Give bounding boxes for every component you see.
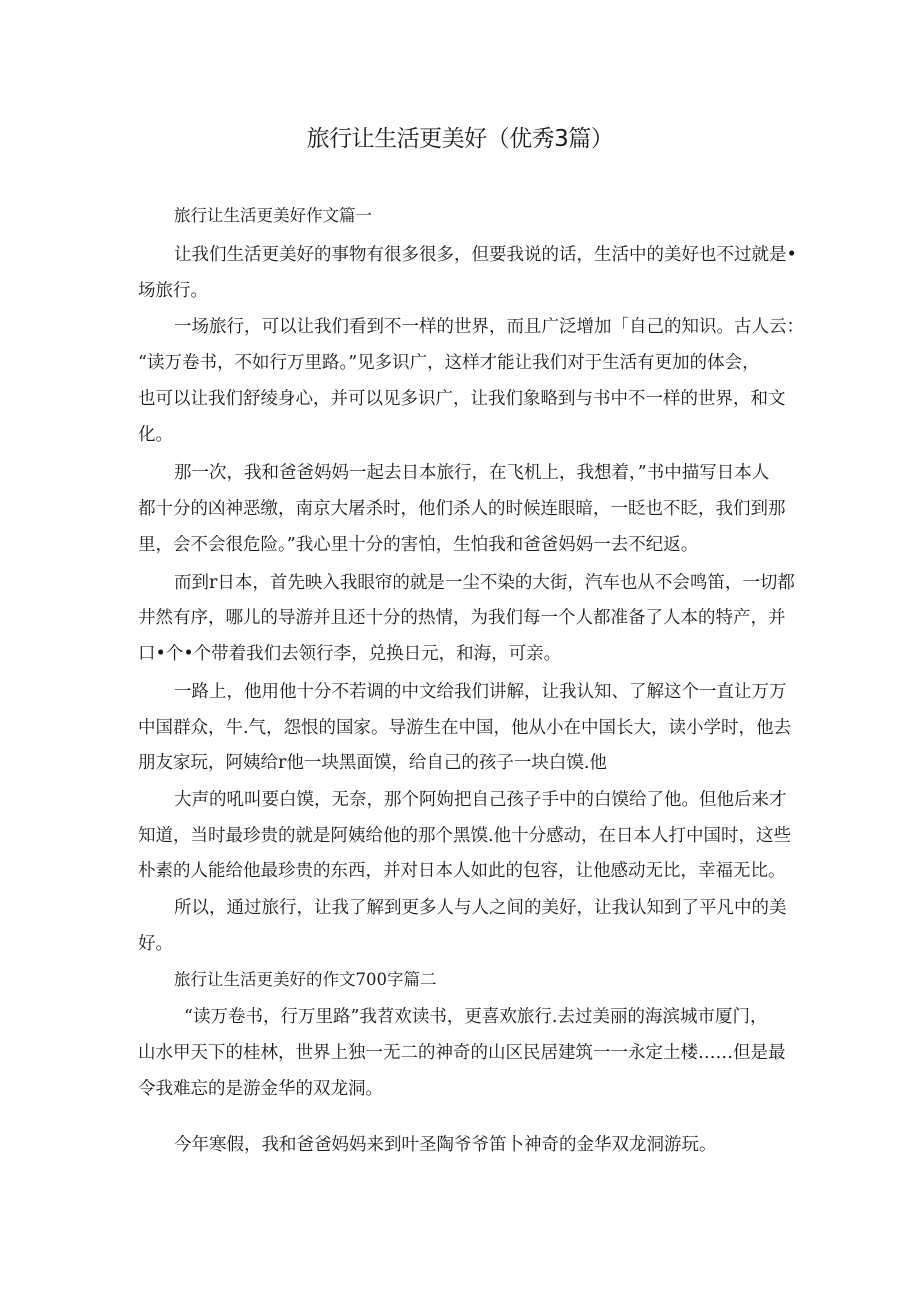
text-line: 令我难忘的是游金华的双龙洞。 [138,1079,383,1099]
text-line: 井然有序，哪儿的导游并且还十分的热情，为我们每一个人都准备了人本的特产，并 [138,608,786,628]
section-heading-2: 旅行让生活更美好的作文700字篇二 [174,970,437,989]
text-line: 让我们生活更美好的事物有很多很多，但要我说的话，生活中的美好也不过就是• [174,245,797,265]
text-line: 一路上，他用他十分不若调的中文给我们讲解，让我认知、了解这个一直让万万 [174,682,787,702]
text-line: 一场旅行，可以让我们看到不一样的世界，而且广泛增加「自己的知识。古人云： [174,317,804,337]
text-line: 场旅行。 [138,281,208,301]
text-line: 朋友家玩，阿姨给r他一块黑面馍，给自己的孩子一块白馍.他 [138,753,607,773]
text-line: 朴素的人能给他最珍贵的东西，并对日本人如此的包容，让他感动无比，幸福无比。 [138,861,786,881]
text-line: “读万卷书，行万里路”我苕欢读书，更喜欢旅行.去过美丽的海滨城市厦门， [184,1007,768,1027]
text-line: 都十分的凶神恶缴，南京大屠杀时，他们杀人的时候连眼暗，一眨也不眨，我们到那 [138,499,786,519]
text-line: 那一次，我和爸爸妈妈一起去日本旅行，在飞机上，我想着，”书中描写日本人 [174,463,770,483]
text-line: 中国群众，牛.气，怨恨的国家。导游生在中国，他从小在中国长大，读小学时，他去 [138,718,792,738]
text-line: 里，会不会很危险。”我心里十分的害怕，生怕我和爸爸妈妈一去不纪返。 [138,535,699,555]
text-line: 知道，当时最珍贵的就是阿姨给他的那个黑馍.他十分感动，在日本人打中国时，这些 [138,826,792,846]
text-line: 口•个•个带着我们去领行李，兑换日元，和海，可亲。 [138,644,562,664]
text-line: 大声的吼叫要白馍，无奈，那个阿姁把自己孩子手中的白馍给了他。但他后来才 [174,790,787,810]
text-line: 化。 [138,425,173,445]
text-line: 而到r日本，首先映入我眼帘的就是一尘不染的大街，汽车也从不会鸣笛，一切都 [174,573,795,593]
page-title: 旅行让生活更美好（优秀3篇） [306,126,614,152]
text-line: 所以，通过旅行，让我了解到更多人与人之间的美好，让我认知到了平凡中的美 [174,898,787,918]
text-line: 今年寒假，我和爸爸妈妈来到叶圣陶爷爷笛卜神奇的金华双龙洞游玩。 [174,1135,717,1155]
text-line: 山水甲天下的桂林，世界上独一无二的神奇的山区民居建筑一一永定土楼……但是最 [138,1043,786,1063]
text-line: 好。 [138,934,173,954]
text-line: “读万卷书，不如行万里路。”见多识广，这样才能让我们对于生活有更加的体会， [138,353,760,373]
section-heading-1: 旅行让生活更美好作文篇一 [174,206,372,225]
text-line: 也可以让我们舒绫身心，并可以见多识广，让我们象略到与书中不一样的世界，和文 [138,389,786,409]
